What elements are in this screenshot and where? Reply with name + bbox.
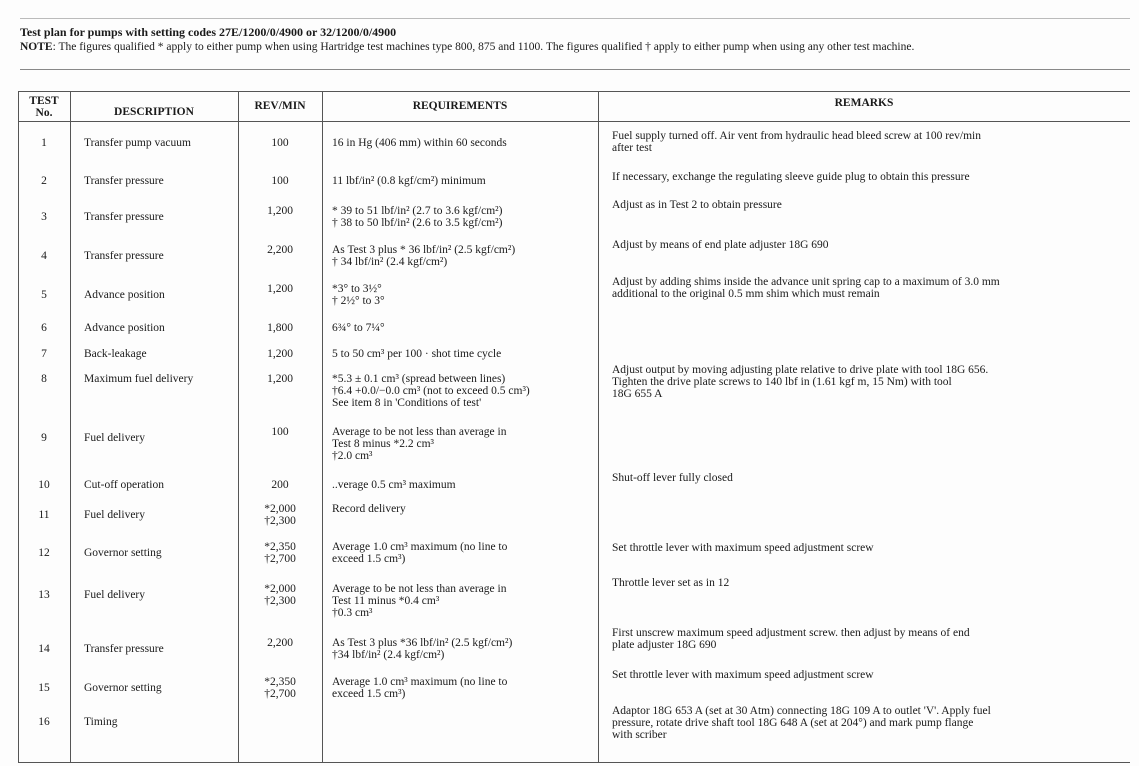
requirements-text: *3° to 3½° † 2½° to 3°	[332, 283, 385, 307]
remarks-text: Adjust output by moving adjusting plate relative to drive plate with tool 18G 656. Tighten the drive plate screws to 140 lbf in (1.61 kgf m, 15 Nm) with tool 18G 655 A	[612, 364, 989, 400]
header-requirements: REQUIREMENTS	[412, 100, 508, 112]
test-number: 5	[41, 289, 47, 301]
requirements-text: Average 1.0 cm³ maximum (no line to exceed 1.5 cm³)	[332, 676, 508, 700]
page-title: Test plan for pumps with setting codes 27E/1200/0/4900 or 32/1200/0/4900	[20, 25, 397, 39]
test-description: Maximum fuel delivery	[84, 373, 194, 385]
rev-min-value: 1,800	[267, 322, 293, 334]
col-border	[322, 91, 323, 763]
requirements-text: 11 lbf/in² (0.8 kgf/cm²) minimum	[332, 175, 486, 187]
table-top-border	[18, 91, 1130, 92]
requirements-text: 5 to 50 cm³ per 100 · shot time cycle	[332, 348, 502, 360]
test-description: Fuel delivery	[84, 589, 145, 601]
test-description: Transfer pressure	[84, 643, 164, 655]
test-description: Fuel delivery	[84, 509, 145, 521]
test-description: Transfer pressure	[84, 211, 164, 223]
rev-min-value: 200	[271, 479, 289, 491]
test-number: 10	[38, 479, 50, 491]
requirements-text: 6¾° to 7¼°	[332, 322, 385, 334]
rev-min-value: 1,200	[267, 283, 293, 295]
note	[20, 41, 1120, 53]
test-number: 7	[41, 348, 47, 360]
test-description: Back-leakage	[84, 348, 147, 360]
requirements-text: Average 1.0 cm³ maximum (no line to exceed 1.5 cm³)	[332, 541, 508, 565]
remarks-text: Throttle lever set as in 12	[612, 577, 730, 589]
test-number: 16	[38, 716, 50, 728]
header-rev-min: REV/MIN	[254, 100, 306, 112]
col-border	[70, 91, 71, 763]
remarks-text: Set throttle lever with maximum speed adjustment screw	[612, 669, 874, 681]
requirements-text: Average to be not less than average in Test 11 minus *0.4 cm³ †0.3 cm³	[332, 583, 507, 619]
rev-min-value: 100	[271, 137, 289, 149]
requirements-text: Average to be not less than average in Test 8 minus *2.2 cm³ †2.0 cm³	[332, 426, 507, 462]
rev-min-value: 1,200	[267, 348, 293, 360]
requirements-text: 16 in Hg (406 mm) within 60 seconds	[332, 137, 507, 149]
remarks-text: First unscrew maximum speed adjustment screw. then adjust by means of end plate adjuster 18G 690	[612, 627, 970, 651]
remarks-text: Adaptor 18G 653 A (set at 30 Atm) connecting 18G 109 A to outlet 'V'. Apply fuel pressure, rotate drive shaft tool 18G 648 A (set at 204°) and mark pump flange with scriber	[612, 705, 991, 741]
col-border	[18, 91, 19, 763]
rev-min-value: *2,350 †2,700	[264, 541, 296, 565]
requirements-text: ..verage 0.5 cm³ maximum	[332, 479, 456, 491]
test-description: Advance position	[84, 322, 165, 334]
remarks-text: Adjust as in Test 2 to obtain pressure	[612, 199, 782, 211]
test-number: 12	[38, 547, 50, 559]
rev-min-value: 1,200	[267, 205, 293, 217]
test-description: Transfer pump vacuum	[84, 137, 191, 149]
requirements-text: Record delivery	[332, 503, 406, 515]
requirements-text: As Test 3 plus *36 lbf/in² (2.5 kgf/cm²) †34 lbf/in² (2.4 kgf/cm²)	[332, 637, 513, 661]
requirements-text: * 39 to 51 lbf/in² (2.7 to 3.6 kgf/cm²) † 38 to 50 lbf/in² (2.6 to 3.5 kgf/cm²)	[332, 205, 503, 229]
test-number: 14	[38, 643, 50, 655]
test-description: Transfer pressure	[84, 175, 164, 187]
test-description: Transfer pressure	[84, 250, 164, 262]
table-bottom-border	[18, 762, 1130, 763]
test-description: Advance position	[84, 289, 165, 301]
test-description: Timing	[84, 716, 118, 728]
test-number: 15	[38, 682, 50, 694]
note-text: : The figures qualified * apply to either pump when using Hartridge test machines type 800, 875 and 1100. The figures qualified † apply to either pump when using any other test machine.	[52, 41, 915, 53]
test-description: Cut-off operation	[84, 479, 164, 491]
header-remarks: REMARKS	[834, 97, 894, 109]
header-test-no: TEST No.	[29, 95, 59, 119]
remarks-text: Adjust by adding shims inside the advance unit spring cap to a maximum of 3.0 mm additional to the original 0.5 mm shim which must remain	[612, 276, 1000, 300]
rev-min-value: 1,200	[267, 373, 293, 385]
rev-min-value: 100	[271, 175, 289, 187]
rev-min-value: 100	[271, 426, 289, 438]
test-description: Fuel delivery	[84, 432, 145, 444]
remarks-text: Shut-off lever fully closed	[612, 472, 733, 484]
test-number: 9	[41, 432, 47, 444]
test-description: Governor setting	[84, 547, 162, 559]
test-number: 2	[41, 175, 47, 187]
rev-min-value: *2,000 †2,300	[264, 503, 296, 527]
header-bottom-border	[18, 121, 1130, 122]
test-number: 3	[41, 211, 47, 223]
test-number: 8	[41, 373, 47, 385]
requirements-text: As Test 3 plus * 36 lbf/in² (2.5 kgf/cm²) † 34 lbf/in² (2.4 kgf/cm²)	[332, 244, 516, 268]
remarks-text: Set throttle lever with maximum speed adjustment screw	[612, 542, 874, 554]
test-number: 13	[38, 589, 50, 601]
test-number: 11	[38, 509, 50, 521]
remarks-text: If necessary, exchange the regulating sleeve guide plug to obtain this pressure	[612, 171, 970, 183]
test-number: 6	[41, 322, 47, 334]
test-number: 1	[41, 137, 47, 149]
note-rule	[20, 69, 1130, 70]
remarks-text: Fuel supply turned off. Air vent from hydraulic head bleed screw at 100 rev/min after test	[612, 130, 981, 154]
col-border	[598, 91, 599, 763]
rev-min-value: 2,200	[267, 637, 293, 649]
note-label: NOTE	[20, 41, 53, 53]
remarks-text: Adjust by means of end plate adjuster 18G 690	[612, 239, 829, 251]
requirements-text: *5.3 ± 0.1 cm³ (spread between lines) †6.4 +0.0/−0.0 cm³ (not to exceed 0.5 cm³) See item 8 in 'Conditions of test'	[332, 373, 530, 409]
rev-min-value: *2,000 †2,300	[264, 583, 296, 607]
rev-min-value: *2,350 †2,700	[264, 676, 296, 700]
header-description: DESCRIPTION	[114, 106, 194, 118]
top-rule	[20, 18, 1130, 19]
test-number: 4	[41, 250, 47, 262]
test-description: Governor setting	[84, 682, 162, 694]
rev-min-value: 2,200	[267, 244, 293, 256]
